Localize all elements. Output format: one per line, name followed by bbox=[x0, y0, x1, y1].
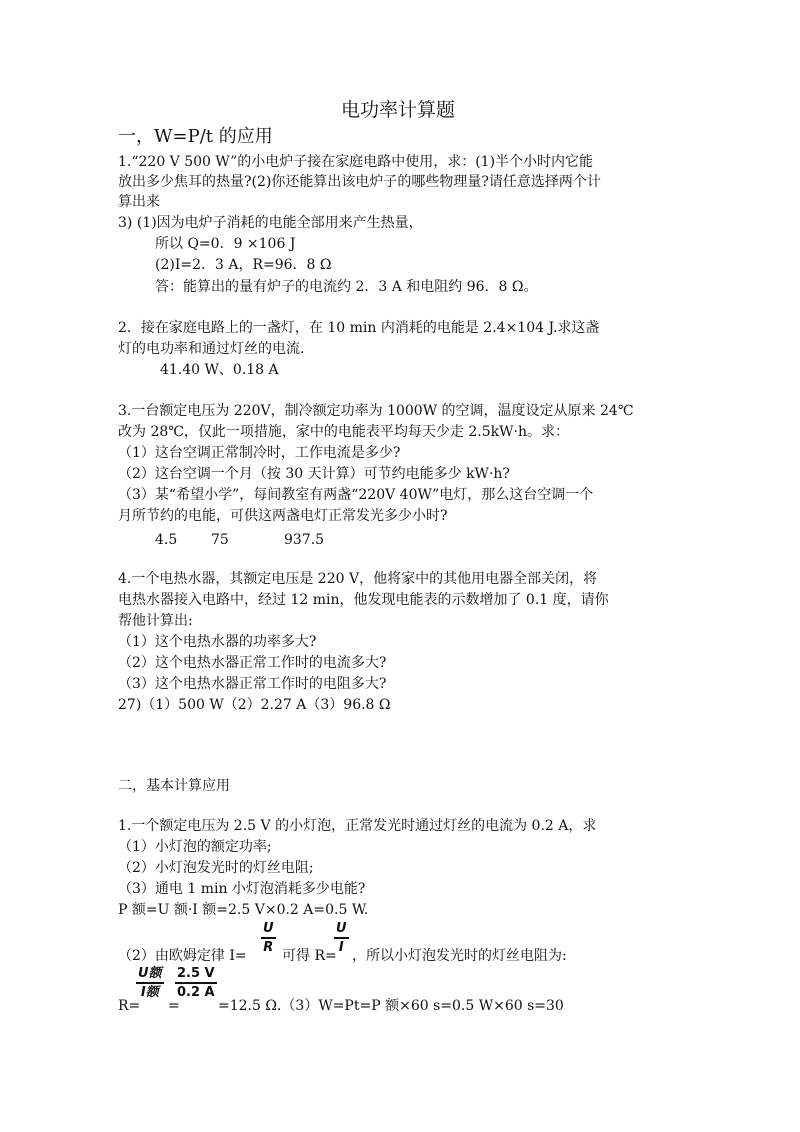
section2-heading: 二，基本计算应用 bbox=[118, 778, 230, 794]
fraction-bar bbox=[334, 937, 349, 939]
q2-line1: 2．接在家庭电路上的一盏灯，在 10 min 内消耗的电能是 2.4×104 J.求这盏 bbox=[118, 320, 600, 336]
q4-line2: 电热水器接入电路中，经过 12 min，他发现电能表的示数增加了 0.1 度，请你 bbox=[118, 592, 609, 608]
fraction-u-over-r bbox=[261, 921, 276, 955]
fraction-u-rated-over-i-rated bbox=[136, 966, 164, 1000]
s2q1-answer3-equals: = bbox=[168, 998, 180, 1014]
s2q1-sub2: （2）小灯泡发光时的灯丝电阻; bbox=[118, 860, 314, 876]
fraction-numerator: U bbox=[336, 921, 347, 936]
q1-answer3: (2)I=2．3 A，R=96．8 Ω bbox=[155, 257, 332, 273]
fraction-numerator: 2.5 V bbox=[177, 966, 215, 981]
q3-answer3: 937.5 bbox=[284, 532, 325, 548]
s2q1-sub3: （3）通电 1 min 小灯泡消耗多少电能? bbox=[118, 881, 366, 897]
fraction-denominator: I额 bbox=[140, 984, 159, 1000]
q3-sub2: （2）这台空调一个月（按 30 天计算）可节约电能多少 kW·h? bbox=[118, 466, 510, 482]
q2-answer: 41.40 W、0.18 A bbox=[160, 362, 279, 378]
fraction-denominator: I bbox=[338, 939, 344, 955]
q1-answer4: 答：能算出的量有炉子的电流约 2．3 A 和电阻约 96．8 Ω。 bbox=[155, 279, 538, 295]
page-title: 电功率计算题 bbox=[341, 99, 456, 121]
fraction-denominator: R bbox=[263, 939, 274, 955]
q4-line1: 4.一个电热水器，其额定电压是 220 V，他将家中的其他用电器全部关闭，将 bbox=[118, 571, 598, 587]
s2q1-answer2-suffix: ，所以小灯泡发光时的灯丝电阻为: bbox=[352, 948, 567, 964]
fraction-bar bbox=[261, 937, 276, 939]
fraction-values bbox=[175, 966, 217, 1000]
fraction-bar bbox=[175, 982, 217, 984]
s2q1-answer3-suffix: =12.5 Ω.（3）W=Pt=P 额×60 s=0.5 W×60 s=30 bbox=[218, 998, 564, 1014]
s2q1-answer2-prefix: （2）由欧姆定律 I= bbox=[118, 948, 247, 964]
q4-sub1: （1）这个电热水器的功率多大? bbox=[118, 634, 317, 650]
q4-line3: 帮他计算出: bbox=[118, 613, 193, 629]
fraction-u-over-i bbox=[334, 921, 349, 955]
q3-sub3b: 月所节约的电能，可供这两盏电灯正常发光多少小时? bbox=[118, 508, 448, 524]
q3-answer1: 4.5 bbox=[155, 532, 178, 548]
s2q1-answer1: P 额=U 额·I 额=2.5 V×0.2 A=0.5 W. bbox=[118, 902, 369, 918]
q3-line2: 改为 28℃，仅此一项措施，家中的电能表平均每天少走 2.5kW·h。求： bbox=[118, 424, 569, 440]
q1-answer1: 3) (1)因为电炉子消耗的电能全部用来产生热量， bbox=[118, 215, 423, 231]
q3-sub3a: （3）某“希望小学”，每间教室有两盏“220V 40W”电灯，那么这台空调一个 bbox=[118, 487, 594, 503]
q4-sub2: （2）这个电热水器正常工作时的电流多大? bbox=[118, 655, 387, 671]
s2q1-answer2-middle: 可得 R= bbox=[282, 948, 337, 964]
q4-sub3: （3）这个电热水器正常工作时的电阻多大? bbox=[118, 676, 387, 692]
s2q1-line1: 1.一个额定电压为 2.5 V 的小灯泡，正常发光时通过灯丝的电流为 0.2 A，求 bbox=[118, 818, 597, 834]
fraction-denominator: 0.2 A bbox=[177, 984, 215, 1000]
q2-line2: 灯的电功率和通过灯丝的电流. bbox=[118, 341, 305, 357]
s2q1-sub1: （1）小灯泡的额定功率; bbox=[118, 839, 272, 855]
q4-answer: 27)（1）500 W（2）2.27 A（3）96.8 Ω bbox=[118, 697, 391, 713]
q3-line1: 3.一台额定电压为 220V，制冷额定功率为 1000W 的空调，温度设定从原来 24℃ bbox=[118, 403, 634, 419]
q1-line1: 1.“220 V 500 W”的小电炉子接在家庭电路中使用，求：(1)半个小时内它能 bbox=[118, 154, 594, 170]
q3-sub1: （1）这台空调正常制冷时，工作电流是多少? bbox=[118, 445, 401, 461]
q1-line2: 放出多少焦耳的热量?(2)你还能算出该电炉子的哪些物理量?请任意选择两个计 bbox=[118, 174, 601, 190]
fraction-numerator: U bbox=[263, 921, 274, 936]
q1-line3: 算出来 bbox=[118, 194, 160, 210]
fraction-bar bbox=[136, 982, 164, 984]
fraction-numerator: U额 bbox=[138, 966, 162, 981]
q3-answer2: 75 bbox=[211, 532, 229, 548]
q1-answer2: 所以 Q=0．9 ×106 J bbox=[155, 236, 296, 252]
s2q1-answer3-prefix: R= bbox=[118, 998, 141, 1014]
section1-heading: 一，W=P/t 的应用 bbox=[118, 126, 273, 147]
